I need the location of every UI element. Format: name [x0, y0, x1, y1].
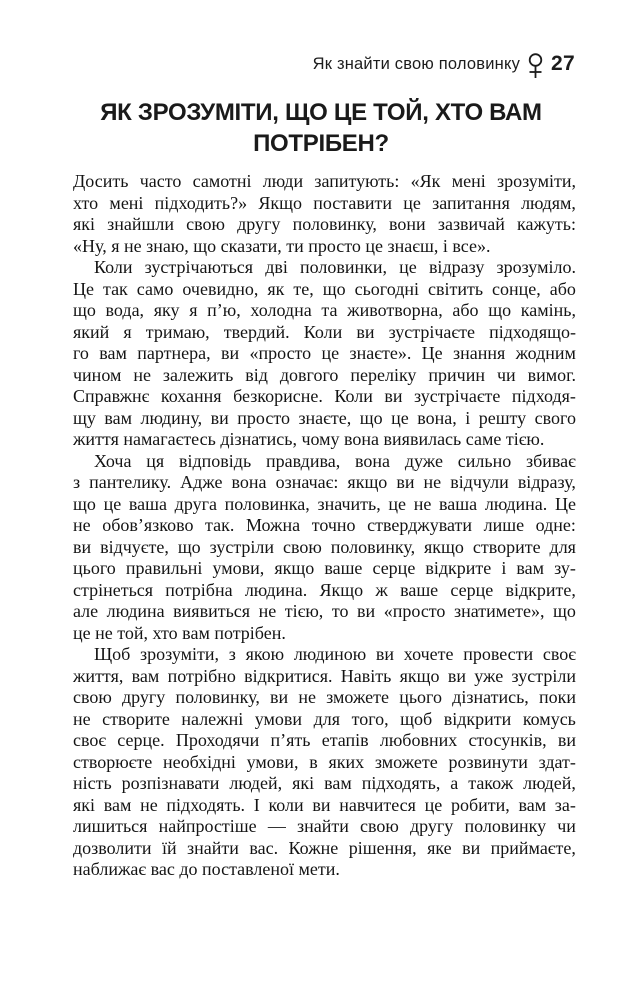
text-line: що вода, яку я п’ю, холодна та животворна, або що камінь,: [73, 300, 576, 320]
text-line: цього правильні умови, якщо ваше серце відкрите і вам зу-: [73, 558, 576, 578]
body-text: [73, 171, 576, 881]
running-head: [313, 51, 575, 77]
text-line: ви відчуєте, що зустріли свою половинку, якщо створите для: [73, 536, 576, 557]
running-title: Як знайти свою половинку: [312, 55, 521, 73]
text-line: який я тримаю, твердий. Коли ви зустрічаєте підходящо-: [73, 321, 576, 342]
text-line: які знайшли свою другу половинку, вони зазвичай кажуть:: [73, 214, 576, 234]
paragraph: [73, 451, 576, 645]
text-line: Коли зустрічаються дві половинки, це відразу зрозуміло.: [94, 257, 576, 277]
text-line: го вам партнера, ви «просто це знаєте». Це знання жодним: [73, 343, 576, 363]
text-line: стрінеться потрібна людина. Якщо ж ваше серце відкрите,: [73, 579, 576, 600]
paragraph: [73, 171, 576, 257]
text-line: лишиться найпростіше — знайти свою другу половинку чи: [73, 816, 576, 836]
text-line: своє серце. Проходячи п’ять етапів любовних стосунків, ви: [73, 730, 576, 750]
text-line: не обов’язково так. Можна точно стверджувати лише одне:: [73, 515, 576, 535]
text-line: Це так само очевидно, як те, що сьогодні світить сонце, або: [73, 278, 576, 299]
text-line: Хоча ця відповідь правдива, вона дуже сильно збиває: [94, 450, 576, 471]
female-symbol-icon: [528, 53, 543, 79]
text-line: створюєте необхідні умови, в яких зможете розвинути здат-: [73, 751, 576, 772]
text-line: Досить часто самотні люди запитують: «Як мені зрозуміти,: [73, 171, 576, 191]
text-line: Щоб зрозуміти, з якою людиною ви хочете провести своє: [94, 644, 576, 664]
chapter-title: [40, 97, 602, 159]
text-line: чином не залежить від довгого переліку причин чи вимог.: [73, 364, 576, 385]
text-line: наближає вас до поставленої мети.: [73, 859, 340, 879]
chapter-title-line: ЯК ЗРОЗУМІТИ, ЩО ЦЕ ТОЙ, ХТО ВАМ: [100, 99, 542, 126]
text-line: ність розпізнавати людей, які вам підходять, а також людей,: [73, 773, 576, 793]
text-line: життя, вам потрібно відкритися. Навіть якщо ви уже зустріли: [73, 665, 576, 686]
paragraph: [73, 257, 576, 451]
text-line: але людина виявиться не тією, то ви «просто знатимете», що: [73, 601, 576, 621]
text-line: свою другу половинку, ви не зможете цього дізнатись, поки: [73, 687, 576, 707]
text-line: які вам не підходять. І коли ви навчитеся це робити, вам за-: [73, 794, 576, 815]
text-line: що це ваша друга половинка, значить, це не ваша людина. Це: [73, 493, 576, 514]
text-line: життя намагаєтесь дізнатись, чому вона виявилась саме тією.: [73, 429, 545, 449]
text-line: Справжнє кохання безкорисне. Коли ви зустрічаєте підходя-: [73, 386, 576, 406]
page-number: 27: [551, 52, 575, 75]
text-line: не створите належні умови для того, щоб відкрити комусь: [73, 708, 576, 729]
paragraph: [73, 644, 576, 881]
text-line: щу вам людину, ви просто знаєте, що це вона, і решту свого: [73, 407, 576, 428]
text-line: «Ну, я не знаю, що сказати, ти просто це знаєш, і все».: [73, 235, 491, 256]
chapter-title-line: ПОТРІБЕН?: [253, 130, 389, 157]
text-line: дозволити їй знайти вас. Кожне рішення, яке ви приймаєте,: [73, 837, 576, 858]
text-line: з пантелику. Адже вона означає: якщо ви не відчули відразу,: [73, 472, 576, 492]
text-line: хто мені підходить?» Якщо поставити це запитання людям,: [73, 192, 576, 213]
text-line: це не той, хто вам потрібен.: [73, 622, 286, 643]
